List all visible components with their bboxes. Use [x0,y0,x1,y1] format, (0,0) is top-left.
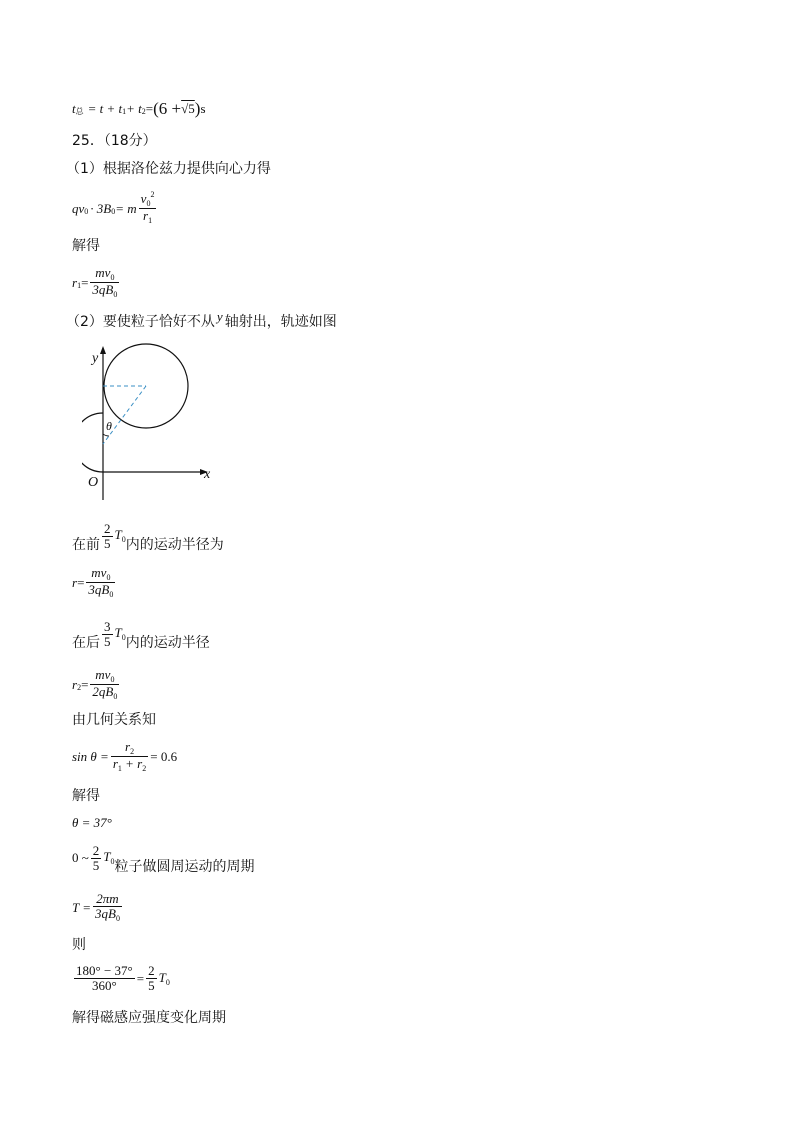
front-T: T [114,527,122,542]
eq-unit: s [200,101,206,116]
range-fraction [91,844,102,873]
frac-den: r [112,756,118,771]
eq-part: sin θ = [72,748,109,764]
radius-r-equation [72,566,117,599]
eq-sub: 0 [110,273,115,282]
eq-part: = [145,101,154,116]
eq-var: t [72,101,76,116]
x-label: x [204,467,211,482]
eq-fraction [86,566,115,599]
frac-den: 360° [92,978,117,993]
eq-sub: 0 [109,590,114,599]
frac-num: 2 [148,963,155,978]
back-suffix: 内的运动半径 [125,635,210,651]
frac-num: mv [95,265,111,280]
eq-sub: 0 [110,857,115,866]
eq-part: = m [115,200,137,216]
eq-part: = [136,970,145,986]
heading-25: 25．（18分） [72,133,157,149]
theta-value: θ = 37° [72,815,112,830]
eq-part: (6 + [153,99,182,118]
dashed-diagonal [103,386,146,444]
eq-fraction [93,892,122,923]
frac-num: 2πm [93,892,122,907]
eq-fraction [90,266,119,299]
eq-sub: 0 [165,977,170,987]
eq-sub: 0 [113,290,118,299]
eq-part: ) [194,99,201,118]
jiede-1: 解得 [72,238,100,254]
radius-r1-equation [72,266,121,299]
y-axis-arrow [100,346,106,354]
eq-part: r [72,676,78,692]
frac-den: r [143,208,149,223]
frac-num: 2 [92,842,100,858]
lorentz-equation [72,192,158,225]
eq-part: + t [126,101,142,116]
eq-part: = 0.6 [150,748,178,764]
range-text [72,840,255,876]
eq-sub: 0 [115,914,120,923]
eq-sub: 2 [77,682,82,692]
frac-den: 5 [104,633,111,649]
eq-sub: 1 [77,280,82,290]
total-time-equation [72,101,206,117]
eq-part: = t + t [87,101,123,116]
eq-fraction [111,740,148,773]
eq-sub: 0 [111,206,116,216]
frac-num: 180° − 37° [76,963,133,978]
part2-text-b: 轴射出，轨迹如图 [224,314,337,330]
eq-sub: 0 [84,206,89,216]
eq-part: T = [72,899,92,915]
range-T: T [103,849,111,864]
y-label: y [92,351,99,366]
frac-den: 3qB [95,906,116,921]
eq-sub: 0 [113,692,118,701]
eq-sub: 1 [117,764,122,773]
eq-root: √5 [181,101,195,116]
eq-sub: 总 [75,107,84,116]
eq-sub: 1 [148,216,153,225]
theta-label: θ [106,419,112,433]
eq-part: · 3B [90,200,112,216]
eq-sub: 0 [106,573,111,582]
frac-den: + r [121,756,143,771]
part2-y: y [216,309,223,324]
eq-sup: 2 [150,190,155,199]
sin-theta-equation [72,740,177,773]
front-suffix: 内的运动半径为 [125,537,224,553]
frac-num: mv [91,565,107,580]
part1-text: （1）根据洛伦兹力提供向心力得 [66,161,271,177]
frac-num: v [140,191,147,206]
radius-r2-equation [72,668,121,701]
part2-text [66,309,337,331]
part2-text-a: （2）要使粒子恰好不从 [66,314,215,330]
back-prefix: 在后 [72,635,100,651]
eq-fraction [139,192,157,225]
frac-den: 3qB [88,582,110,597]
eq-sub: 2 [141,107,146,116]
theta-arc [103,434,109,436]
jiede-2: 解得 [72,788,100,804]
eq-part: = [81,676,89,692]
frac-den: 5 [104,535,111,551]
range-suffix: 粒子做圆周运动的周期 [114,859,255,875]
trajectory-figure [82,340,222,505]
eq-sub: 0 [146,199,151,208]
frac-num: 2 [104,520,111,536]
eq-part: r [72,574,78,590]
angle-ratio-equation [72,964,170,993]
frac-den: 5 [148,978,155,993]
eq-sub: 2 [142,764,147,773]
eq-T: T [158,969,166,985]
eq-fraction [146,964,157,993]
front-prefix: 在前 [72,537,100,553]
frac-den: 3qB [92,282,114,297]
eq-sub: 0 [110,675,115,684]
frac-num: 3 [104,618,111,634]
origin-label: O [88,475,99,490]
range-prefix: 0 ~ [72,850,89,865]
eq-fraction [90,668,119,701]
eq-part: = [77,574,85,590]
back-period-text [72,616,210,652]
final-text: 解得磁感应强度变化周期 [72,1010,226,1026]
eq-sub: 2 [130,747,135,756]
back-T: T [114,625,122,640]
period-equation [72,892,124,923]
back-fraction [102,620,113,649]
front-fraction [102,522,113,551]
ze-text: 则 [72,937,86,953]
eq-part: r [72,274,78,290]
geometry-text: 由几何关系知 [72,712,156,728]
frac-den: 2qB [92,684,114,699]
eq-sub: 0 [121,633,126,642]
eq-sub: 0 [121,535,126,544]
front-period-text [72,518,224,554]
frac-den: 5 [92,857,100,873]
frac-num: mv [95,667,111,682]
small-arc [82,413,103,472]
eq-sub: 1 [122,107,127,116]
eq-part: = [81,274,89,290]
eq-fraction [74,964,135,993]
eq-part: qv [72,200,85,216]
frac-num: r [125,739,131,754]
